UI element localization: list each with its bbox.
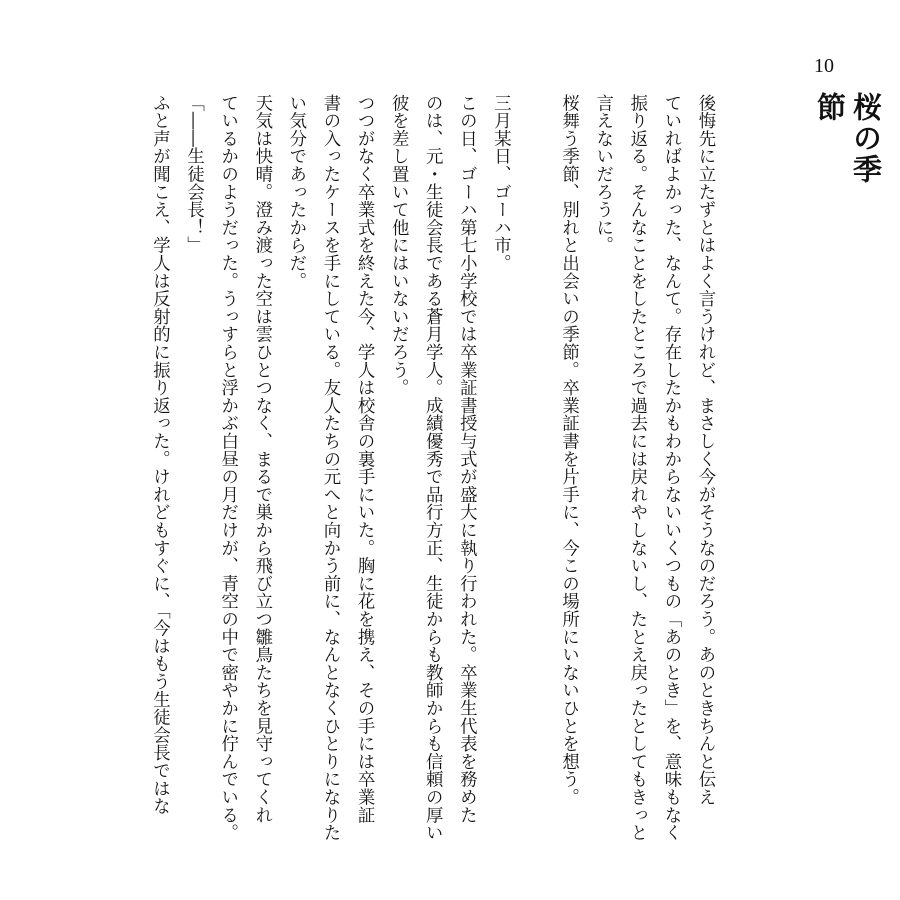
chapter-title: 桜の季節 <box>813 92 883 185</box>
page-number: 10 <box>814 55 834 77</box>
text-column: 彼を差し置いて他にはいないだろう。 <box>388 94 409 397</box>
text-column: 言えないだろうに。 <box>592 94 613 255</box>
text-column: のは、元・生徒会長である蒼月学人。成績優秀で品行方正、生徒からも教師からも信頼の厚い <box>422 94 443 842</box>
text-column: 天気は快晴。澄み渡った空は雲ひとつなく、まるで巣から飛び立つ雛鳥たちを見守ってくれ <box>251 94 272 824</box>
text-column: い気分であったからだ。 <box>285 94 306 290</box>
text-column: つつがなく卒業式を終えた今、学人は校舎の裏手にいた。胸に花を携え、その手には卒業証 <box>354 94 375 824</box>
text-column: 後悔先に立たずとはよく言うけれど、まさしく今がそうなのだろう。あのときちんと伝え <box>695 94 715 806</box>
body-text <box>66 94 722 864</box>
text-column: 三月某日、ゴーハ市。 <box>490 94 511 272</box>
text-column: この日、ゴーハ第七小学校では卒業証書授与式が盛大に執り行われた。卒業生代表を務めた <box>456 94 477 824</box>
blank-column <box>517 94 551 864</box>
text-column: 「――生徒会長！」 <box>183 94 204 255</box>
text-column: ふと声が聞こえ、学人は反射的に振り返った。けれどもすぐに、「今はもう生徒会長ではな <box>149 94 170 816</box>
text-column: ていればよかった、なんて。存在したかもわからないいくつもの「あのとき」を、意味もなく <box>660 94 681 842</box>
text-column: 振り返る。そんなことをしたところで過去には戻れやしないし、たとえ戻ったとしてもきっと <box>626 94 647 842</box>
text-column: 書の入ったケースを手にしている。友人たちの元へと向かう前に、なんとなくひとりになりた <box>319 94 340 842</box>
text-column: ているかのようだった。うっすらと浮かぶ白昼の月だけが、青空の中で密やかに佇んでいる。 <box>217 94 238 842</box>
text-column: 桜舞う季節、別れと出会いの季節。卒業証書を片手に、今この場所にいないひとを想う。 <box>558 94 579 806</box>
